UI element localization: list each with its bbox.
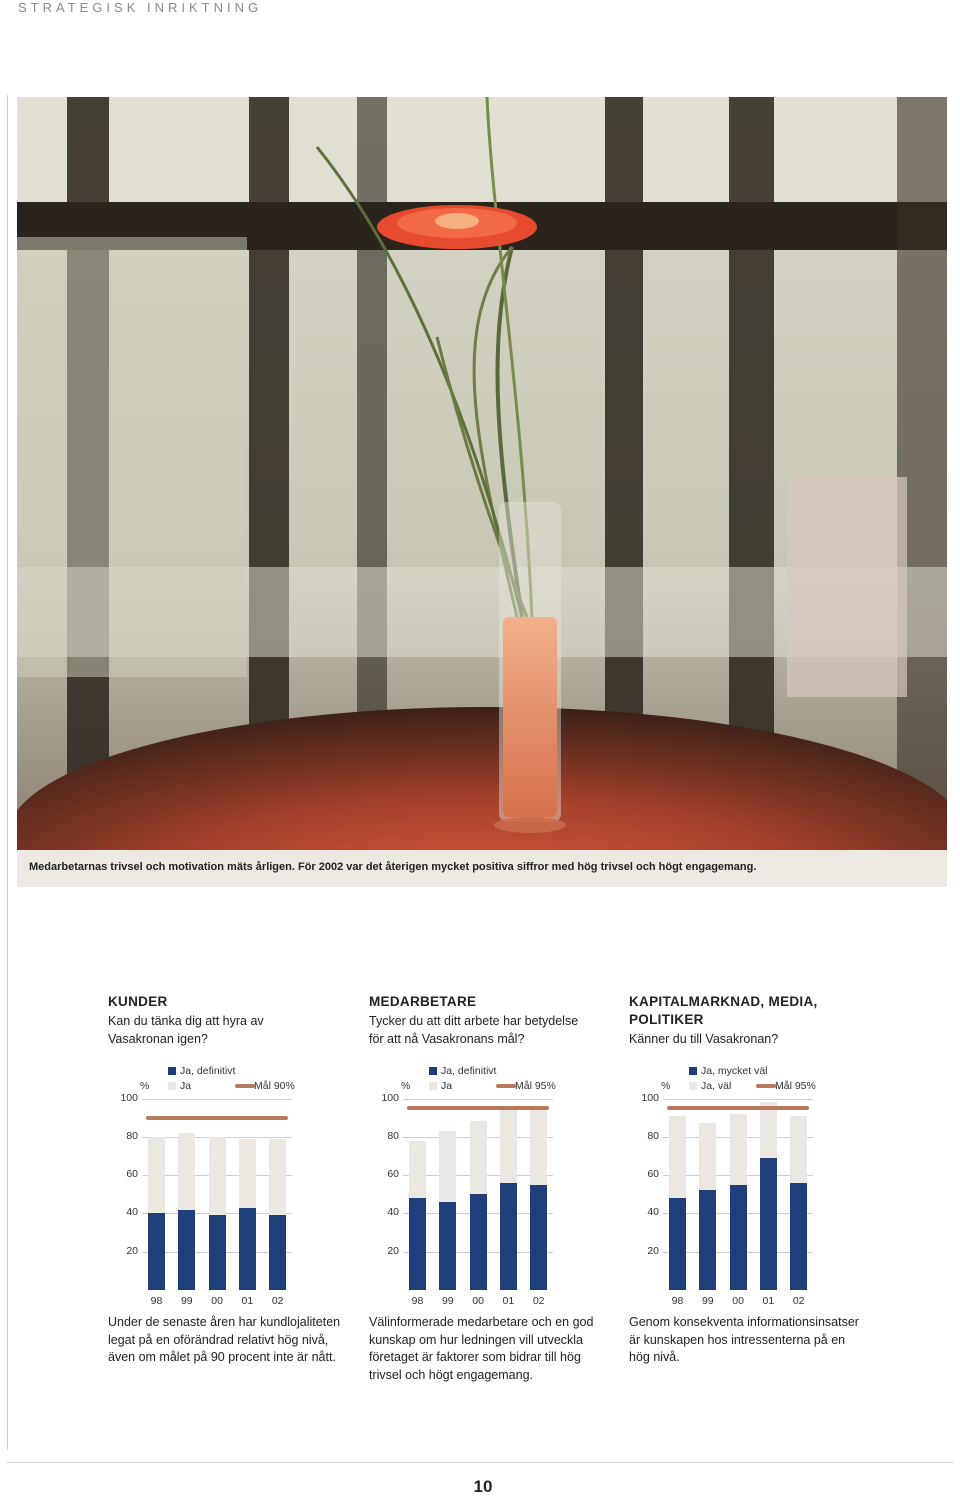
goal-line [146, 1116, 288, 1120]
bar-segment-Ja, väl [790, 1116, 807, 1183]
block-title: MEDARBETARE [369, 994, 477, 1009]
bar-segment-Ja, definitivt [530, 1185, 547, 1290]
block-description: Välinformerade medarbetare och en god kunskap om hur ledningen vill utveckla företaget är faktorer som bidrar till hög trivsel och högt engagemang. [369, 1315, 594, 1382]
legend-label: Ja [180, 1080, 192, 1092]
y-tick-label: 60 [126, 1168, 138, 1181]
x-tick-label: 00 [211, 1295, 223, 1307]
bar-segment-Ja, mycket väl [760, 1158, 777, 1290]
legend-swatch-dark [689, 1067, 697, 1075]
bar-segment-Ja [409, 1141, 426, 1198]
goal-legend-swatch [756, 1084, 776, 1088]
bar-segment-Ja, definitivt [470, 1194, 487, 1290]
bar-segment-Ja [530, 1110, 547, 1185]
bar-segment-Ja [470, 1121, 487, 1194]
block-title: KUNDER [108, 994, 168, 1009]
y-tick-label: 80 [126, 1129, 138, 1142]
goal-line [667, 1106, 809, 1110]
x-tick-label: 02 [532, 1295, 545, 1307]
goal-legend-label: Mål 95% [515, 1080, 556, 1092]
bar-segment-Ja, mycket väl [730, 1185, 747, 1290]
legend-swatch-dark [168, 1067, 176, 1075]
bar-segment-Ja, definitivt [500, 1183, 517, 1290]
bar-segment-Ja [209, 1137, 226, 1216]
y-tick-label: 40 [126, 1206, 138, 1219]
block-description: Under de senaste åren har kundlojaliteten legat på en oförändrad relativt hög nivå, även om målet på 90 procent inte är nått. [108, 1315, 341, 1364]
y-tick-label: 80 [647, 1129, 659, 1142]
block-question: Kan du tänka dig att hyra av Vasakronan igen? [108, 1014, 264, 1046]
y-tick-label: 20 [126, 1244, 138, 1257]
photo-caption: Medarbetarnas trivsel och motivation mäts årligen. För 2002 var det återigen mycket positiva siffror med hög trivsel och högt engagemang. [29, 861, 757, 873]
x-tick-label: 99 [441, 1295, 454, 1307]
bar-segment-Ja, definitivt [269, 1215, 286, 1290]
y-tick-label: 40 [387, 1206, 399, 1219]
photo-caption-bar [17, 850, 947, 887]
bar-segment-Ja, definitivt [178, 1210, 195, 1290]
bar-segment-Ja, definitivt [239, 1208, 256, 1290]
bar-segment-Ja [269, 1139, 286, 1216]
x-tick-label: 98 [411, 1295, 424, 1307]
x-tick-label: 98 [150, 1295, 163, 1307]
gridline [403, 1099, 553, 1100]
y-tick-label: 20 [387, 1244, 399, 1257]
y-tick-label: 80 [387, 1129, 399, 1142]
bar-segment-Ja [148, 1137, 165, 1214]
x-tick-label: 99 [701, 1295, 714, 1307]
x-tick-label: 02 [792, 1295, 805, 1307]
x-tick-label: 00 [732, 1295, 744, 1307]
chart-kunder [108, 1060, 338, 1310]
y-tick-label: 100 [120, 1091, 138, 1104]
goal-legend-swatch [235, 1084, 255, 1088]
bar-segment-Ja, definitivt [409, 1198, 426, 1290]
y-tick-label: 20 [647, 1244, 659, 1257]
legend-swatch-light [429, 1082, 437, 1090]
unit-label: % [140, 1080, 150, 1092]
legend-swatch-light [689, 1082, 697, 1090]
bar-segment-Ja, definitivt [209, 1215, 226, 1290]
bar-segment-Ja, mycket väl [790, 1183, 807, 1290]
chart-medarbetare [369, 1060, 599, 1310]
x-tick-label: 01 [762, 1295, 775, 1307]
page-number: 10 [473, 1477, 493, 1496]
gridline [663, 1099, 813, 1100]
bar-segment-Ja, mycket väl [669, 1198, 686, 1290]
unit-label: % [401, 1080, 411, 1092]
margin-rule [7, 95, 8, 1450]
legend-label: Ja, definitivt [180, 1065, 236, 1077]
bar-segment-Ja, definitivt [148, 1213, 165, 1290]
bar-segment-Ja, väl [730, 1114, 747, 1185]
x-tick-label: 01 [502, 1295, 515, 1307]
block-kapitalmarknad [629, 993, 879, 1048]
x-tick-label: 99 [180, 1295, 193, 1307]
bar-segment-Ja [178, 1133, 195, 1210]
legend-swatch-light [168, 1082, 176, 1090]
bar-segment-Ja, väl [760, 1102, 777, 1158]
block-medarbetare [369, 993, 619, 1048]
block-title: KAPITALMARKNAD, MEDIA, POLITIKER [629, 994, 818, 1027]
bar-segment-Ja [500, 1110, 517, 1183]
y-tick-label: 60 [647, 1168, 659, 1181]
unit-label: % [661, 1080, 671, 1092]
legend-label: Ja, definitivt [441, 1065, 497, 1077]
bar-segment-Ja [239, 1139, 256, 1208]
chart-kapitalmarknad [629, 1060, 859, 1310]
flower-vase-photo [17, 97, 947, 850]
legend-label: Ja, mycket väl [701, 1065, 768, 1077]
gridline [142, 1099, 292, 1100]
y-tick-label: 100 [381, 1091, 399, 1104]
footer-rule [7, 1462, 953, 1463]
bar-segment-Ja, väl [669, 1116, 686, 1198]
y-tick-label: 40 [647, 1206, 659, 1219]
legend-label: Ja [441, 1080, 453, 1092]
x-tick-label: 01 [241, 1295, 254, 1307]
bar-segment-Ja, definitivt [439, 1202, 456, 1290]
block-description: Genom konsekventa informationsinsatser är kunskapen hos intressenterna på en hög nivå. [629, 1315, 859, 1364]
block-question: Tycker du att ditt arbete har betydelse för att nå Vasakronans mål? [369, 1014, 579, 1046]
y-tick-label: 60 [387, 1168, 399, 1181]
section-label: STRATEGISK INRIKTNING [18, 0, 263, 15]
goal-legend-label: Mål 95% [775, 1080, 816, 1092]
x-tick-label: 00 [472, 1295, 484, 1307]
legend-swatch-dark [429, 1067, 437, 1075]
y-tick-label: 100 [641, 1091, 659, 1104]
goal-legend-swatch [496, 1084, 516, 1088]
legend-label: Ja, väl [701, 1080, 732, 1092]
bar-segment-Ja, mycket väl [699, 1190, 716, 1290]
block-question: Känner du till Vasakronan? [629, 1032, 779, 1046]
x-tick-label: 98 [671, 1295, 684, 1307]
x-tick-label: 02 [271, 1295, 284, 1307]
bar-segment-Ja, väl [699, 1123, 716, 1190]
goal-line [407, 1106, 549, 1110]
bar-segment-Ja [439, 1131, 456, 1202]
goal-legend-label: Mål 90% [254, 1080, 295, 1092]
block-kunder [108, 993, 358, 1048]
